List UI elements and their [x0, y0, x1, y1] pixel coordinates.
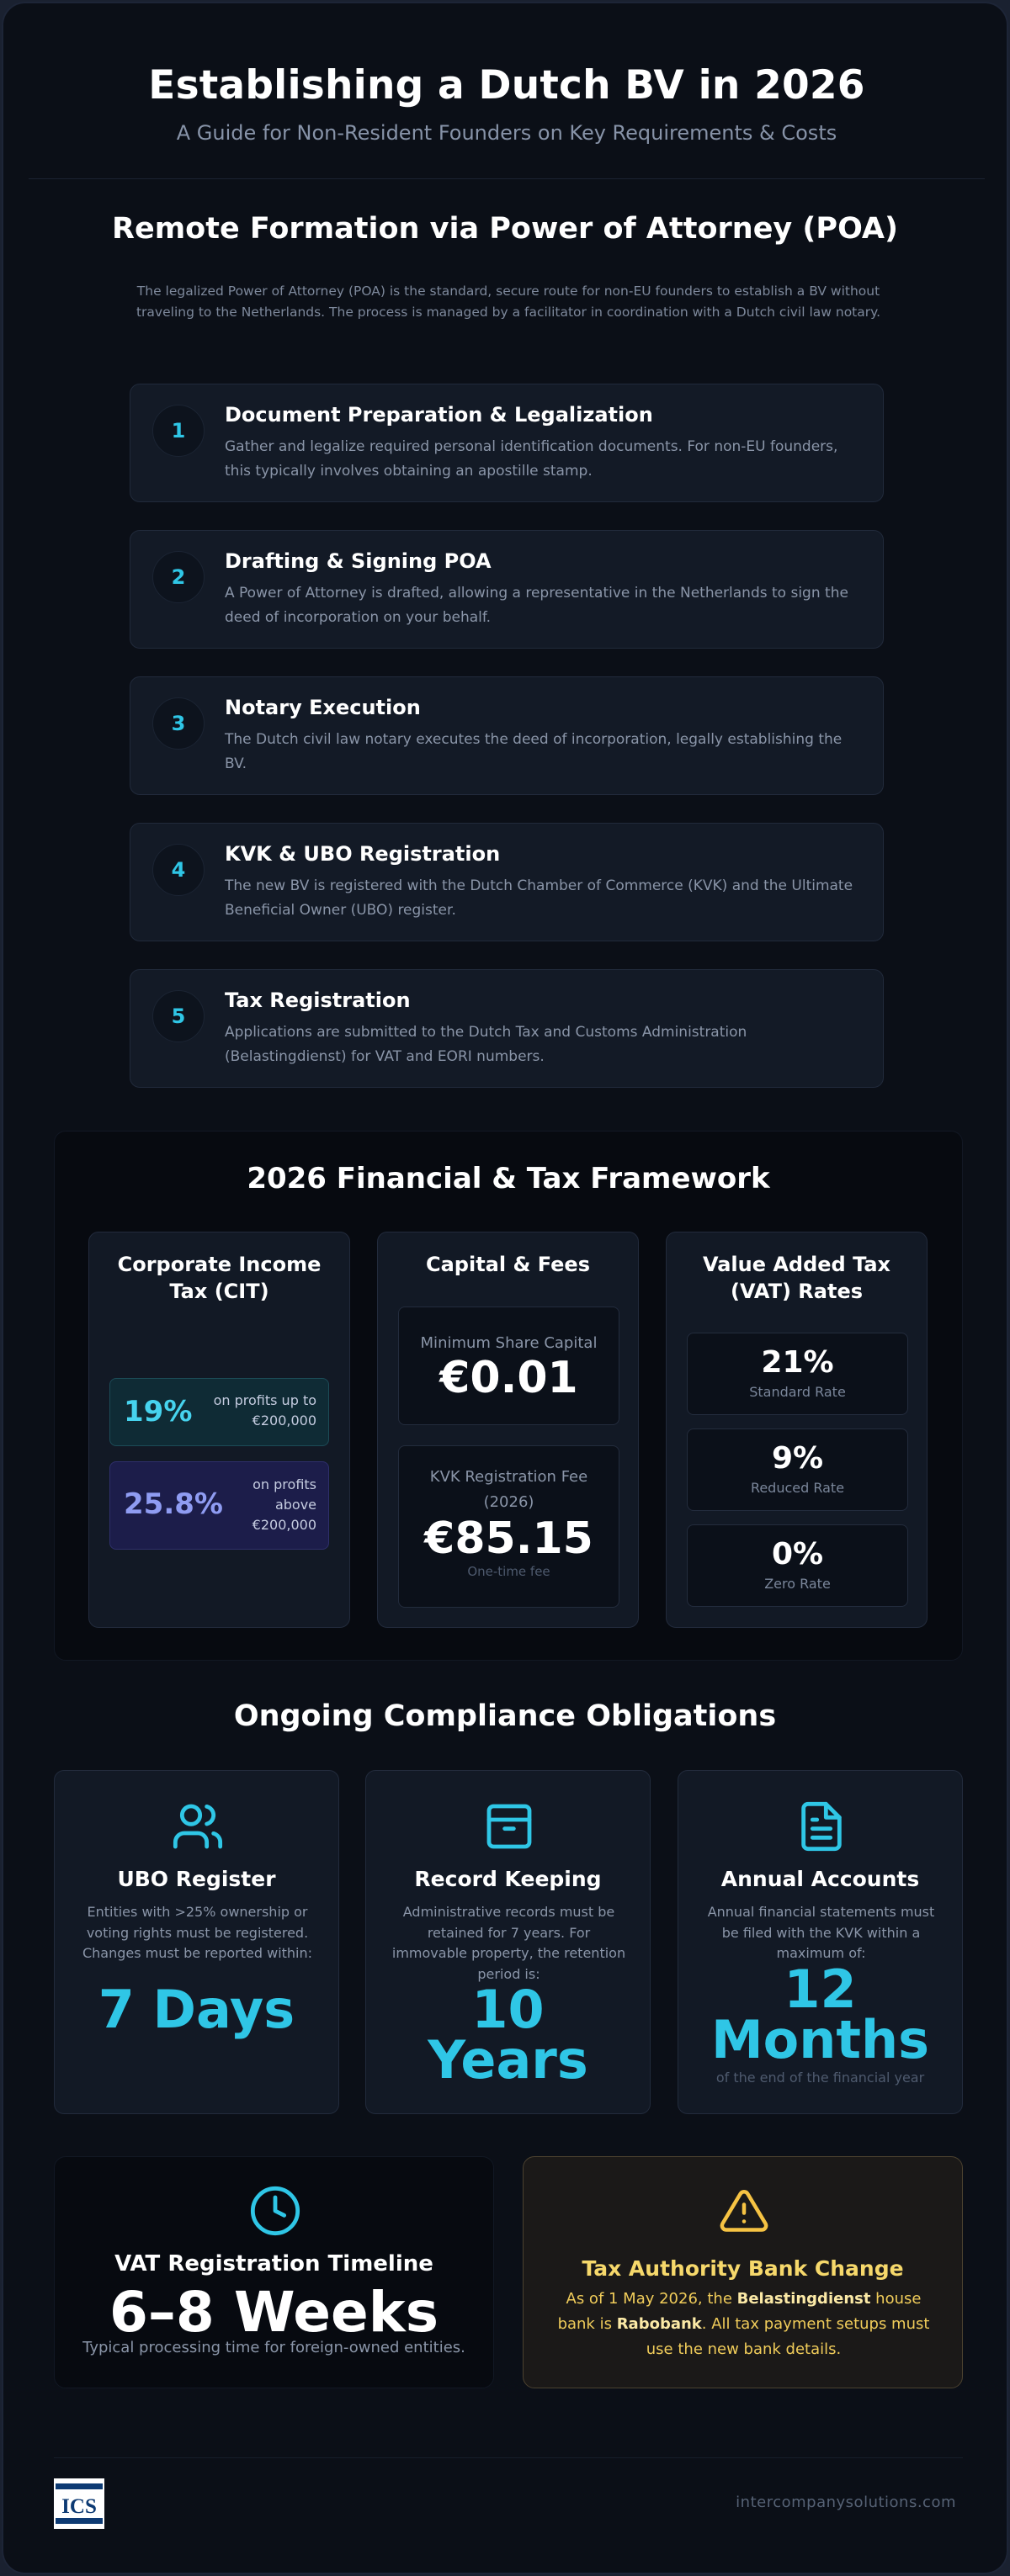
vat-rate-label: Zero Rate	[764, 1576, 831, 1592]
page-subtitle: A Guide for Non-Resident Founders on Key Requirements & Costs	[176, 121, 837, 145]
ubo-register-card	[54, 1770, 339, 2114]
vat-rate-box	[687, 1333, 908, 1415]
infographic-frame	[2, 2, 1008, 2574]
cit-low-label-line: on profits up to	[213, 1392, 316, 1408]
cit-low-rate: 19%	[124, 1395, 193, 1428]
step-number: 2	[152, 551, 205, 603]
bank-text: . All tax payment setups must use the new bank details.	[646, 2315, 930, 2358]
header	[29, 3, 985, 179]
min-capital-label: Minimum Share Capital	[420, 1334, 598, 1352]
step-description: Gather and legalize required personal identification documents. For non-EU founders, this typically involves obtaining an apostille stamp.	[225, 438, 838, 480]
cit-low-label	[214, 1391, 316, 1431]
company-logo	[54, 2478, 104, 2529]
records-period-unit: Years	[428, 2029, 588, 2091]
vat-card	[666, 1232, 928, 1628]
warning-icon	[716, 2186, 772, 2236]
vat-title	[667, 1251, 927, 1305]
cit-title-line: Corporate Income	[117, 1253, 322, 1276]
footer-website[interactable]: intercompanysolutions.com	[736, 2494, 956, 2511]
poa-intro: The legalized Power of Attorney (POA) is the standard, secure route for non-EU founders to establish a BV without traveling to the Netherlands. The process is managed by a facilitator in coordination with a Dutch civil law notary.	[136, 284, 881, 320]
cit-high-label-line: €200,000	[252, 1517, 316, 1533]
vat-registration-title: VAT Registration Timeline	[114, 2251, 433, 2277]
ubo-title: UBO Register	[117, 1867, 276, 1891]
accounts-footnote: of the end of the financial year	[715, 2070, 925, 2086]
min-capital-box	[398, 1307, 619, 1425]
document-icon	[795, 1799, 848, 1853]
accounts-title: Annual Accounts	[720, 1867, 920, 1891]
bank-text: As of 1 May 2026, the	[566, 2290, 737, 2308]
kvk-fee-box	[398, 1445, 619, 1608]
step-title: Notary Execution	[225, 696, 421, 719]
cit-high-label-line: above	[274, 1497, 316, 1513]
step-number: 1	[152, 405, 205, 457]
compliance-section-title: Ongoing Compliance Obligations	[233, 1699, 777, 1733]
cit-high-rate-box	[109, 1461, 329, 1550]
clock-icon	[248, 2184, 302, 2238]
annual-accounts-card	[678, 1770, 963, 2114]
ubo-description: Entities with >25% ownership or voting rights must be registered. Changes must be reported within:	[82, 1904, 313, 1961]
capital-card	[377, 1232, 639, 1628]
step-title: Drafting & Signing POA	[225, 549, 492, 573]
bank-change-description	[549, 2287, 938, 2362]
step-number: 3	[152, 697, 205, 750]
cit-high-label-line: on profits	[252, 1476, 316, 1492]
bank-text: house bank is	[557, 2290, 922, 2333]
ubo-deadline: 7 Days	[98, 1979, 295, 2040]
step-title: Tax Registration	[225, 989, 411, 1012]
vat-rate-label: Reduced Rate	[750, 1480, 845, 1496]
kvk-fee-label-line: (2026)	[483, 1493, 534, 1511]
kvk-fee-note: One-time fee	[467, 1564, 550, 1579]
logo-text: ICS	[61, 2495, 97, 2518]
cit-high-rate: 25.8%	[124, 1487, 223, 1521]
cit-card	[88, 1232, 350, 1628]
step-description: A Power of Attorney is drafted, allowing a representative in the Netherlands to sign the deed of incorporation on your behalf.	[225, 585, 848, 626]
vat-title-line: (VAT) Rates	[730, 1280, 864, 1303]
cit-low-rate-box	[109, 1378, 329, 1446]
page-title: Establishing a Dutch BV in 2026	[148, 62, 865, 109]
financial-section-title: 2026 Financial & Tax Framework	[247, 1162, 770, 1195]
step-description: The new BV is registered with the Dutch Chamber of Commerce (KVK) and the Ultimate Beneficial Owner (UBO) register.	[225, 877, 853, 919]
tax-authority-name: Belastingdienst	[736, 2290, 871, 2308]
record-keeping-card	[365, 1770, 651, 2114]
accounts-deadline-number: 12	[784, 1959, 857, 2020]
step-description: The Dutch civil law notary executes the deed of incorporation, legally establishing the BV.	[225, 731, 843, 772]
records-description: Administrative records must be retained for 7 years. For immovable property, the retention period is:	[391, 1904, 626, 1982]
step-card	[130, 676, 884, 795]
cit-title	[89, 1251, 349, 1305]
cit-low-label-line: €200,000	[252, 1413, 316, 1428]
step-card	[130, 384, 884, 502]
accounts-deadline-unit: Months	[710, 2009, 930, 2070]
vat-rate-box	[687, 1428, 908, 1511]
kvk-fee-value: €85.15	[424, 1513, 593, 1564]
footer-divider	[54, 2457, 963, 2458]
logo-mark	[54, 2478, 104, 2529]
vat-rate-label: Standard Rate	[749, 1384, 846, 1400]
step-title: KVK & UBO Registration	[225, 842, 501, 866]
vat-rate-box	[687, 1524, 908, 1607]
bank-name: Rabobank	[616, 2315, 702, 2333]
bank-change-title: Tax Authority Bank Change	[582, 2256, 904, 2281]
step-card	[130, 969, 884, 1088]
records-period-number: 10	[471, 1979, 545, 2040]
poa-section-title: Remote Formation via Power of Attorney (POA)	[112, 212, 898, 246]
financial-framework-section	[54, 1131, 963, 1661]
vat-registration-value: 6–8 Weeks	[109, 2280, 439, 2345]
step-number: 4	[152, 844, 205, 896]
vat-title-line: Value Added Tax	[702, 1253, 891, 1276]
bank-change-card	[523, 2156, 963, 2388]
min-capital-value: €0.01	[439, 1353, 578, 1403]
vat-registration-card	[54, 2156, 494, 2388]
records-title: Record Keeping	[414, 1867, 602, 1891]
vat-registration-subtitle: Typical processing time for foreign-owned entities.	[82, 2339, 465, 2356]
kvk-fee-label	[399, 1465, 619, 1515]
step-description: Applications are submitted to the Dutch Tax and Customs Administration (Belastingdienst) for VAT and EORI numbers.	[225, 1024, 747, 1065]
capital-title: Capital & Fees	[425, 1253, 590, 1276]
accounts-description: Annual financial statements must be filed with the KVK within a maximum of:	[707, 1904, 935, 1961]
vat-rate-value: 21%	[761, 1345, 834, 1380]
cit-high-label	[252, 1475, 316, 1535]
vat-rate-value: 0%	[771, 1537, 824, 1572]
step-card	[130, 823, 884, 941]
step-card	[130, 530, 884, 649]
step-title: Document Preparation & Legalization	[225, 403, 653, 427]
users-icon	[171, 1799, 225, 1853]
archive-icon	[482, 1799, 536, 1853]
vat-rate-value: 9%	[771, 1441, 824, 1476]
cit-title-line: Tax (CIT)	[169, 1280, 269, 1303]
step-number: 5	[152, 990, 205, 1042]
kvk-fee-label-line: KVK Registration Fee	[429, 1468, 588, 1486]
